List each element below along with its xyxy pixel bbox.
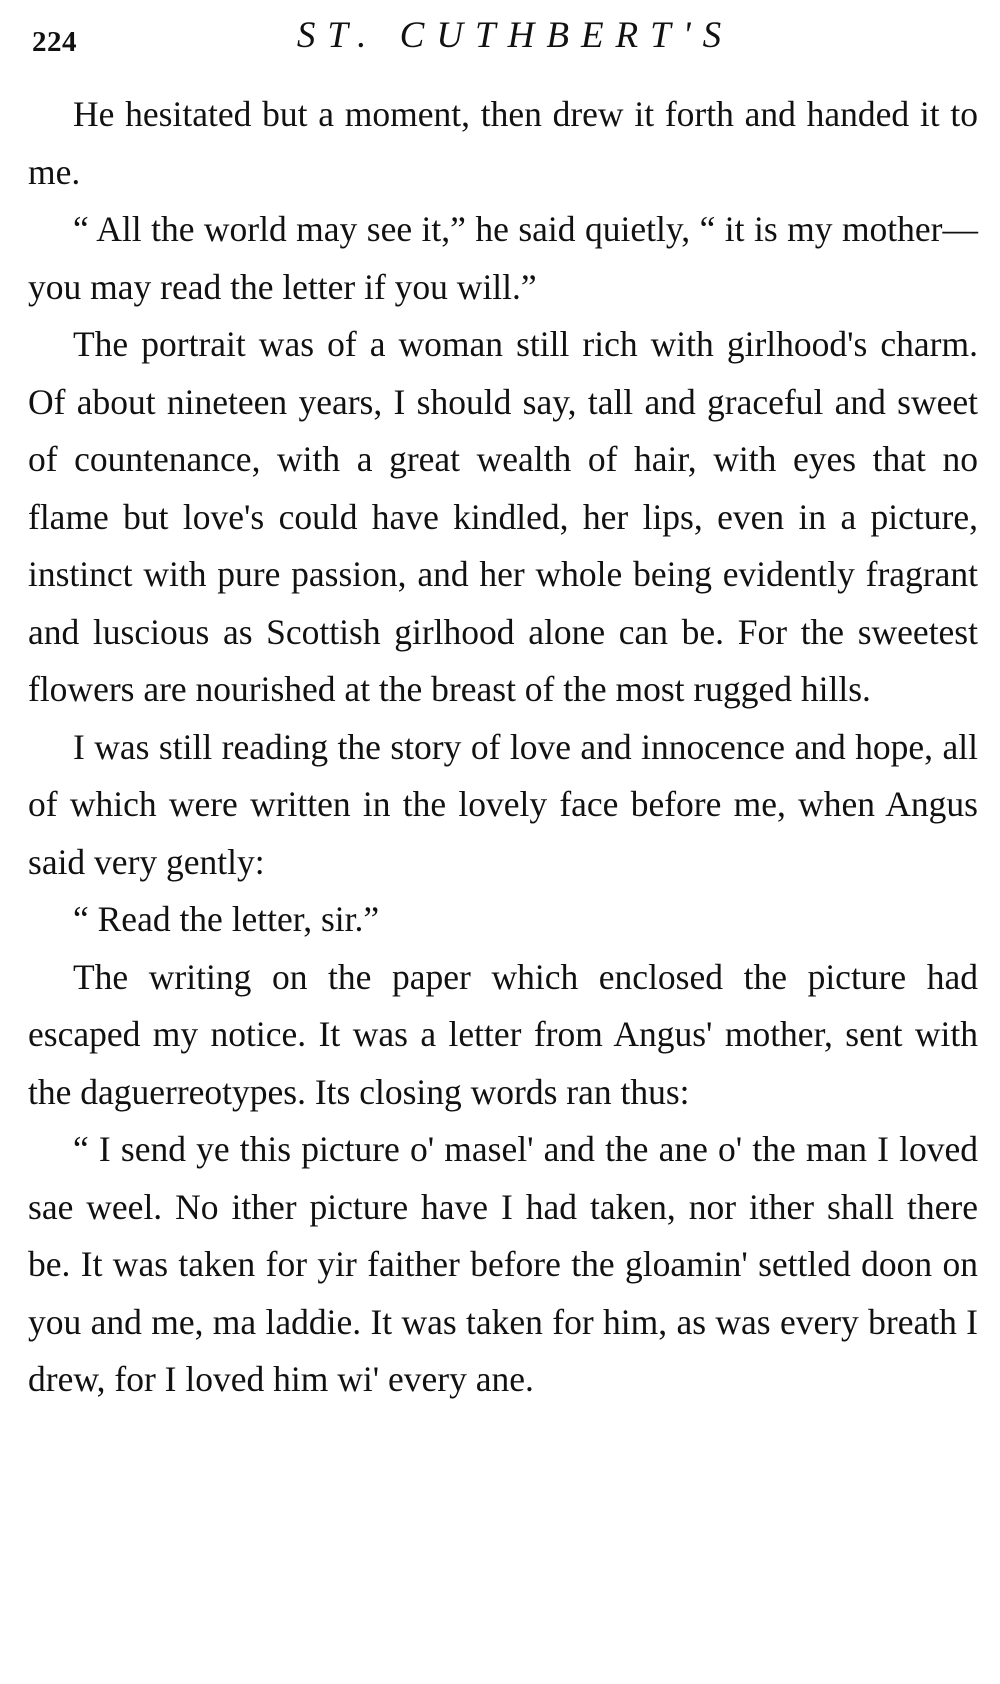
paragraph: “ Read the letter, sir.” [73, 899, 380, 939]
body-text [28, 86, 978, 1409]
paragraph: I was still reading the story of love and innocence and hope, all of which were written in the lovely face before me, when Angus said very gently: [28, 726, 978, 882]
page-number: 224 [32, 26, 77, 58]
paragraph: “ All the world may see it,” he said quietly, “ it is my mother—you may read the letter if you will.” [28, 209, 978, 307]
page-header [28, 14, 972, 64]
paragraph: The writing on the paper which enclosed the picture had escaped my notice. It was a letter from Angus' mother, sent with the daguerreotypes. Its closing words ran thus: [28, 956, 978, 1112]
paragraph: “ I send ye this picture o' masel' and the ane o' the man I loved sae weel. No ither picture have I had taken, nor ither shall there be. It was taken for yir faither before the gloamin' settled doon on you and me, ma laddie. It was taken for him, as was every breath I drew, for I loved him wi' every ane. [28, 1129, 978, 1399]
paragraph: He hesitated but a moment, then drew it forth and handed it to me. [28, 94, 978, 192]
paragraph: The portrait was of a woman still rich with girlhood's charm. Of about nineteen years, I should say, tall and graceful and sweet of countenance, with a great wealth of hair, with eyes that no flame but love's could have kindled, her lips, even in a picture, instinct with pure passion, and her whole being evidently fragrant and luscious as Scottish girlhood alone can be. For the sweetest flowers are nourished at the breast of the most rugged hills. [28, 324, 978, 709]
running-head: ST. CUTHBERT'S [296, 15, 734, 56]
